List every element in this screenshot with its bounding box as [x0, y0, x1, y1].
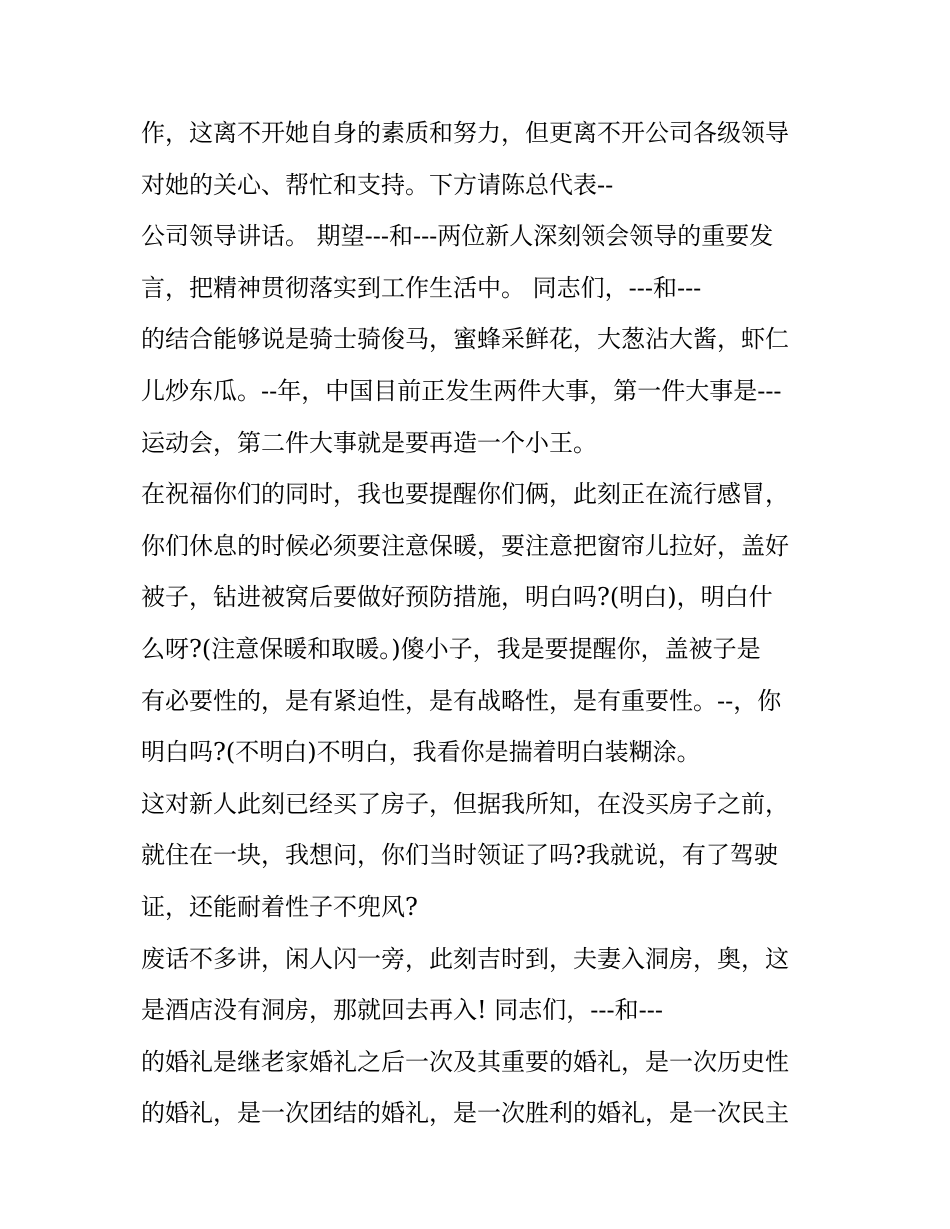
text-line: 的结合能够说是骑士骑俊马，蜜蜂采鲜花，大葱沾大酱，虾仁	[141, 325, 789, 354]
text-line: 废话不多讲，闲人闪一旁，此刻吉时到，夫妻入洞房，奥，这	[141, 944, 789, 973]
text-line: 是酒店没有洞房，那就回去再入! 同志们，---和---	[141, 996, 663, 1025]
text-line: 作，这离不开她自身的素质和努力，但更离不开公司各级领导	[141, 119, 789, 147]
text-line: 运动会，第二件大事就是要再造一个小王。	[141, 428, 597, 457]
text-line: 公司领导讲话。 期望---和---两位新人深刻领会领导的重要发	[141, 222, 774, 251]
text-line: 这对新人此刻已经买了房子，但据我所知，在没买房子之前，	[141, 789, 789, 818]
text-line: 就住在一块，我想问，你们当时领证了吗?我就说，有了驾驶	[141, 841, 778, 870]
text-line: 么呀?(注意保暖和取暖。)傻小子，我是要提醒你，盖被子是	[141, 634, 761, 663]
text-line: 对她的关心、帮忙和支持。下方请陈总代表--	[141, 170, 614, 199]
text-line: 有必要性的，是有紧迫性，是有战略性，是有重要性。--，你	[141, 686, 782, 715]
text-line: 儿炒东瓜。--年，中国目前正发生两件大事，第一件大事是---	[141, 376, 782, 405]
text-line: 的婚礼是继老家婚礼之后一次及其重要的婚礼，是一次历史性	[141, 1047, 789, 1076]
text-line: 被子，钻进被窝后要做好预防措施，明白吗?(明白)，明白什	[141, 583, 773, 612]
text-line: 在祝福你们的同时，我也要提醒你们俩，此刻正在流行感冒，	[141, 480, 789, 509]
text-line: 你们休息的时候必须要注意保暖，要注意把窗帘儿拉好，盖好	[141, 531, 789, 560]
text-line: 明白吗?(不明白)不明白，我看你是揣着明白装糊涂。	[141, 738, 701, 767]
text-line: 言，把精神贯彻落实到工作生活中。 同志们，---和---	[141, 273, 702, 302]
body-text	[141, 108, 821, 1140]
text-line: 的婚礼，是一次团结的婚礼，是一次胜利的婚礼，是一次民主	[141, 1099, 789, 1128]
text-line: 证，还能耐着性子不兜风?	[141, 892, 418, 921]
